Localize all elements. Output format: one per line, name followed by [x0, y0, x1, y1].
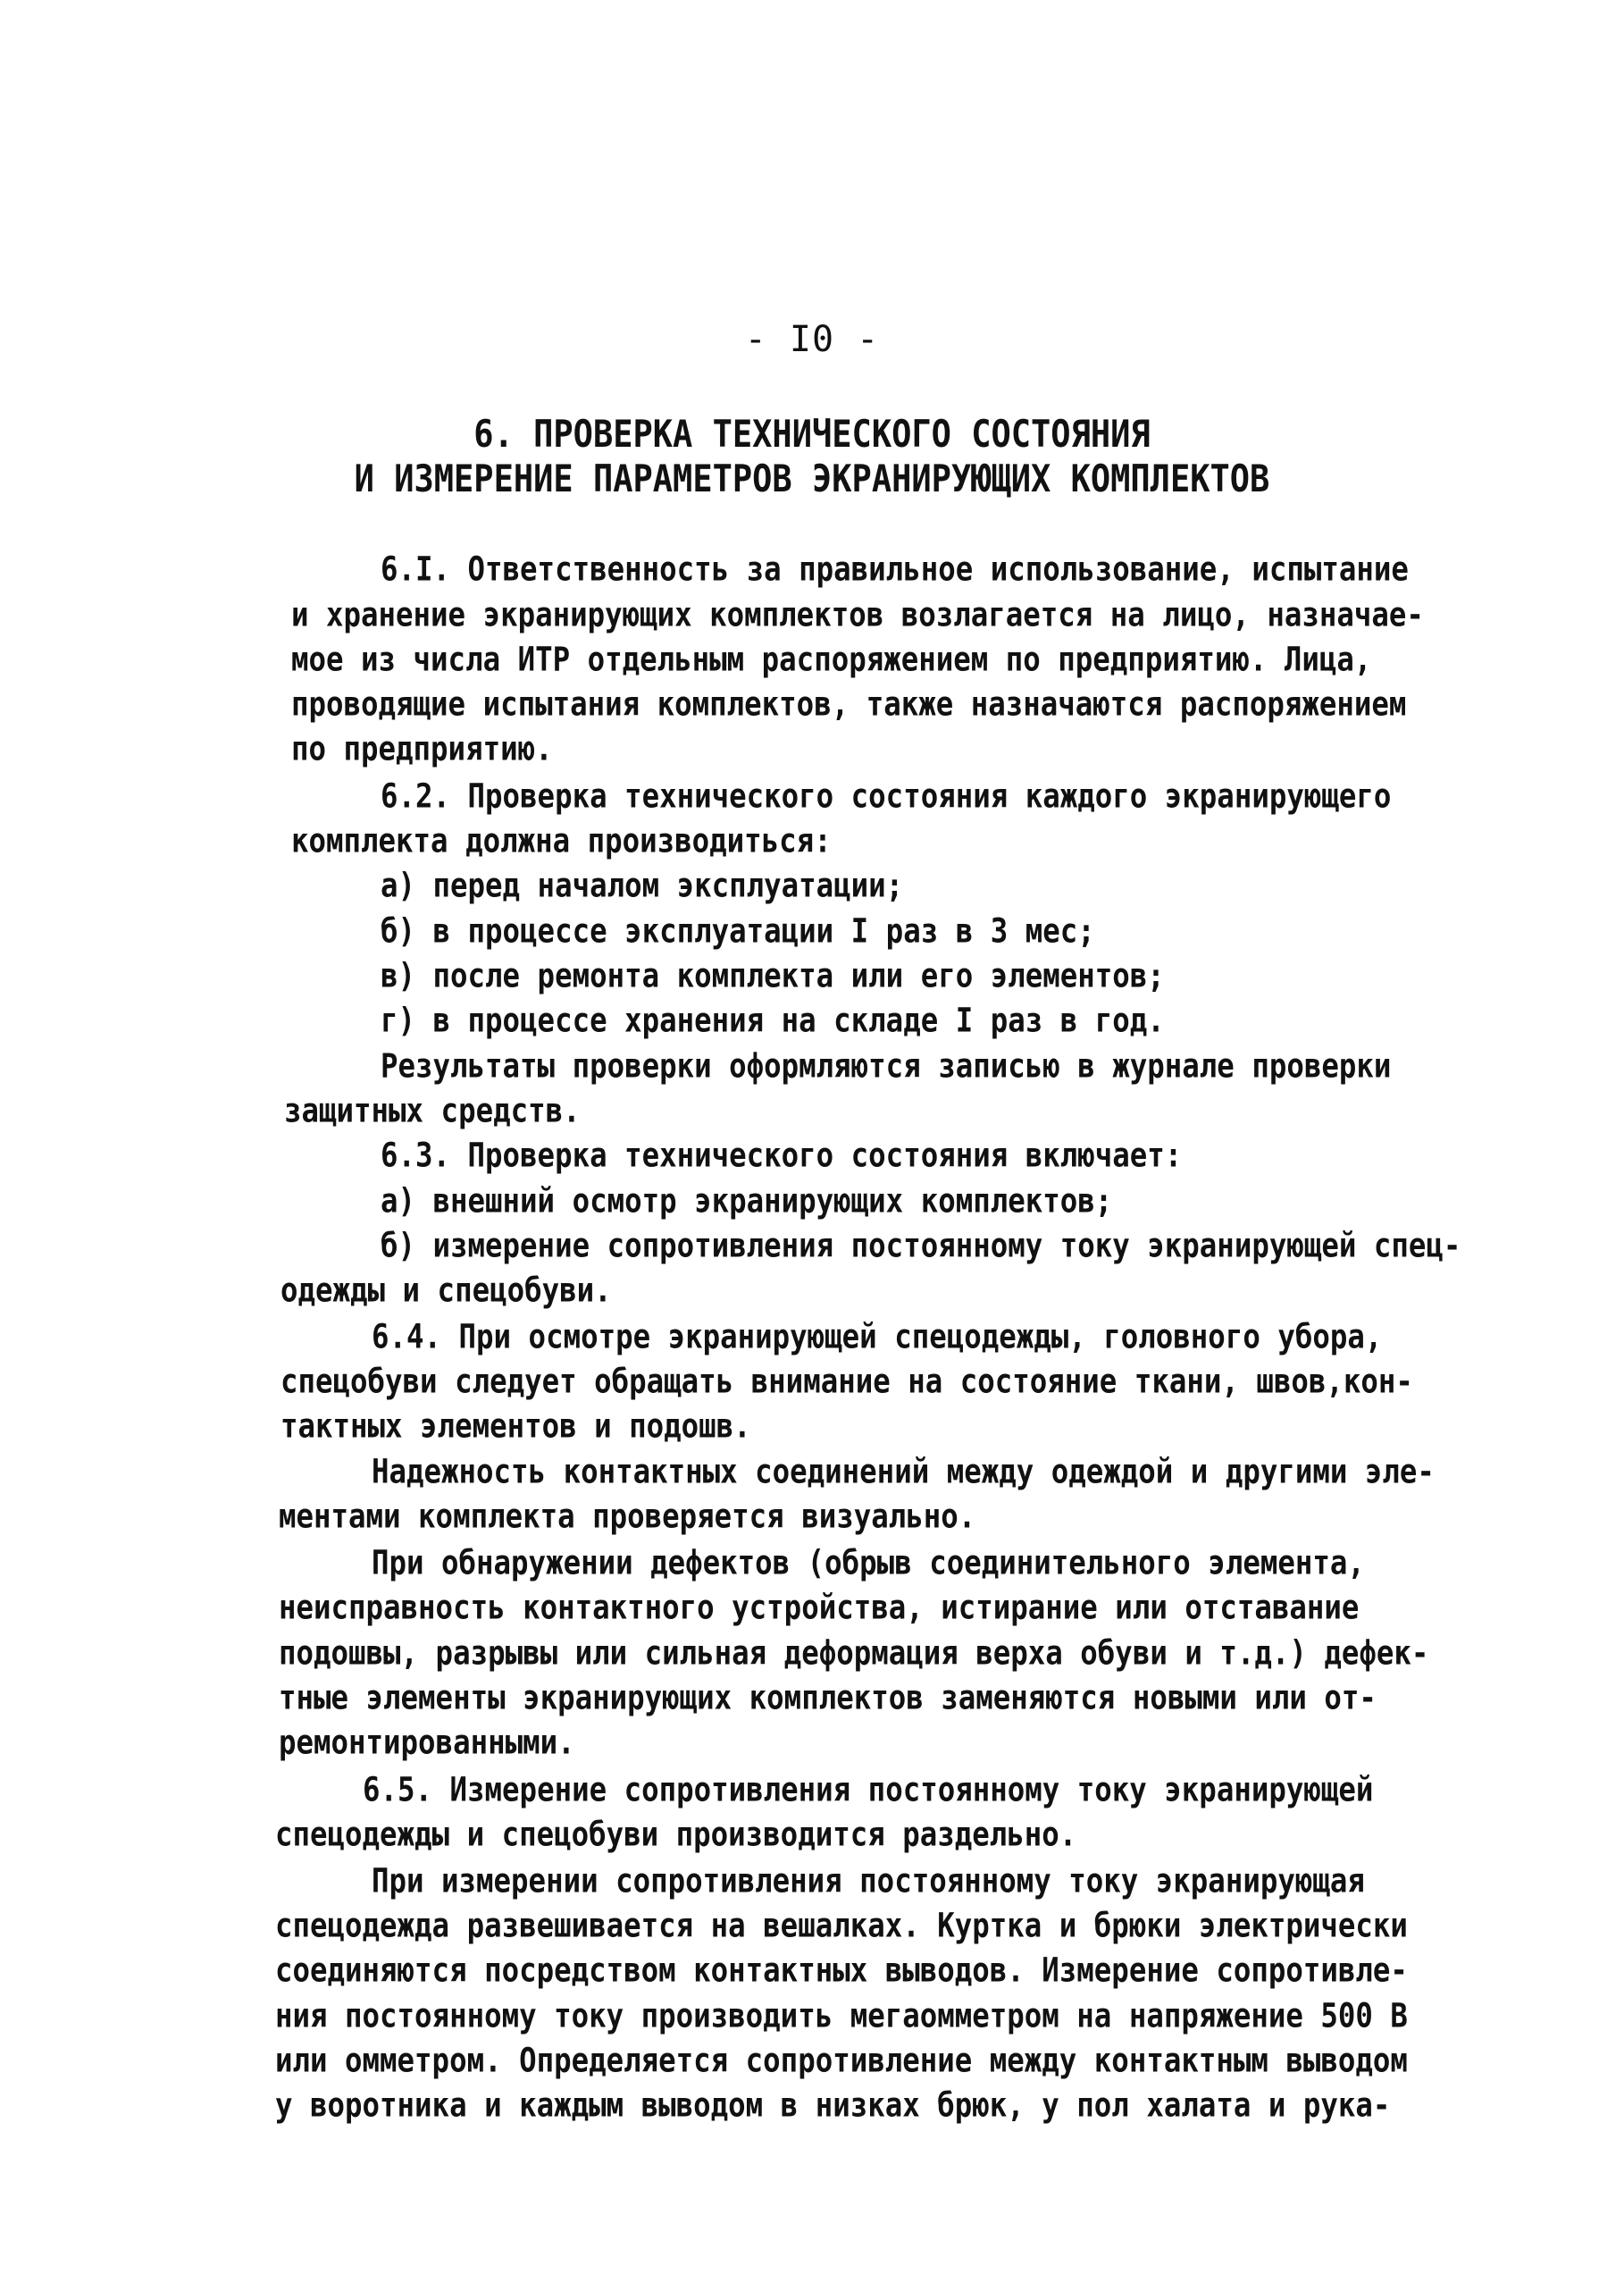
- text-line: подошвы, разрывы или сильная деформация верха обуви и т.д.) дефек-: [279, 1633, 1429, 1673]
- text-line: а) перед началом эксплуатации;: [381, 866, 904, 905]
- text-line: Результаты проверки оформляются записью в журнале проверки: [381, 1046, 1392, 1086]
- text-line: у воротника и каждым выводом в низках брюк, у пол халата и рука-: [275, 2085, 1391, 2125]
- section-heading-line-2: И ИЗМЕРЕНИЕ ПАРАМЕТРОВ ЭКРАНИРУЮЩИХ КОМПЛЕКТОВ: [354, 457, 1270, 501]
- text-line: ния постоянному току производить мегаомметром на напряжение 500 В: [275, 1996, 1408, 2035]
- text-line: При обнаружении дефектов (обрыв соединительного элемента,: [372, 1543, 1365, 1582]
- text-line: При измерении сопротивления постоянному току экранирующая: [372, 1861, 1365, 1901]
- text-line: проводящие испытания комплектов, также назначаются распоряжением: [291, 684, 1407, 724]
- text-line: защитных средств.: [284, 1091, 581, 1130]
- text-line: тные элементы экранирующих комплектов заменяются новыми или от-: [279, 1678, 1377, 1717]
- text-line: 6.I. Ответственность за правильное использование, испытание: [381, 550, 1409, 589]
- text-line: или омметром. Определяется сопротивление между контактным выводом: [275, 2041, 1408, 2080]
- text-line: в) после ремонта комплекта или его элементов;: [381, 956, 1165, 995]
- text-line: 6.4. При осмотре экранирующей спецодежды, головного убора,: [372, 1317, 1383, 1356]
- text-line: одежды и спецобуви.: [280, 1271, 612, 1310]
- text-line: а) внешний осмотр экранирующих комплектов;: [381, 1181, 1113, 1221]
- text-line: Надежность контактных соединений между одеждой и другими эле-: [372, 1452, 1435, 1491]
- section-heading-line-1: 6. ПРОВЕРКА ТЕХНИЧЕСКОГО СОСТОЯНИЯ: [473, 413, 1151, 457]
- text-line: спецобуви следует обращать внимание на состояние ткани, швов,кон-: [280, 1362, 1413, 1401]
- text-line: ремонтированными.: [279, 1723, 575, 1762]
- text-line: тактных элементов и подошв.: [280, 1406, 751, 1446]
- text-line: и хранение экранирующих комплектов возлагается на лицо, назначае-: [291, 595, 1424, 634]
- text-line: спецодежды и спецобуви производится раздельно.: [275, 1815, 1077, 1854]
- page-number: - I0 -: [744, 319, 880, 360]
- text-line: комплекта должна производиться:: [291, 821, 832, 860]
- text-line: б) в процессе эксплуатации I раз в 3 мес;: [381, 911, 1095, 951]
- text-line: ментами комплекта проверяется визуально.: [279, 1497, 976, 1536]
- text-line: 6.2. Проверка технического состояния каждого экранирующего: [381, 776, 1392, 816]
- text-line: неисправность контактного устройства, истирание или отставание: [279, 1588, 1360, 1627]
- text-line: г) в процессе хранения на складе I раз в год.: [381, 1001, 1165, 1040]
- text-line: 6.3. Проверка технического состояния включает:: [381, 1136, 1183, 1175]
- text-line: соединяются посредством контактных выводов. Измерение сопротивле-: [275, 1951, 1408, 1990]
- text-line: б) измерение сопротивления постоянному току экранирующей спец-: [381, 1226, 1461, 1265]
- text-line: мое из числа ИТР отдельным распоряжением по предприятию. Лица,: [291, 640, 1372, 679]
- text-line: 6.5. Измерение сопротивления постоянному току экранирующей: [363, 1770, 1374, 1809]
- text-line: по предприятию.: [291, 729, 553, 768]
- text-line: спецодежда развешивается на вешалках. Куртка и брюки электрически: [275, 1906, 1408, 1945]
